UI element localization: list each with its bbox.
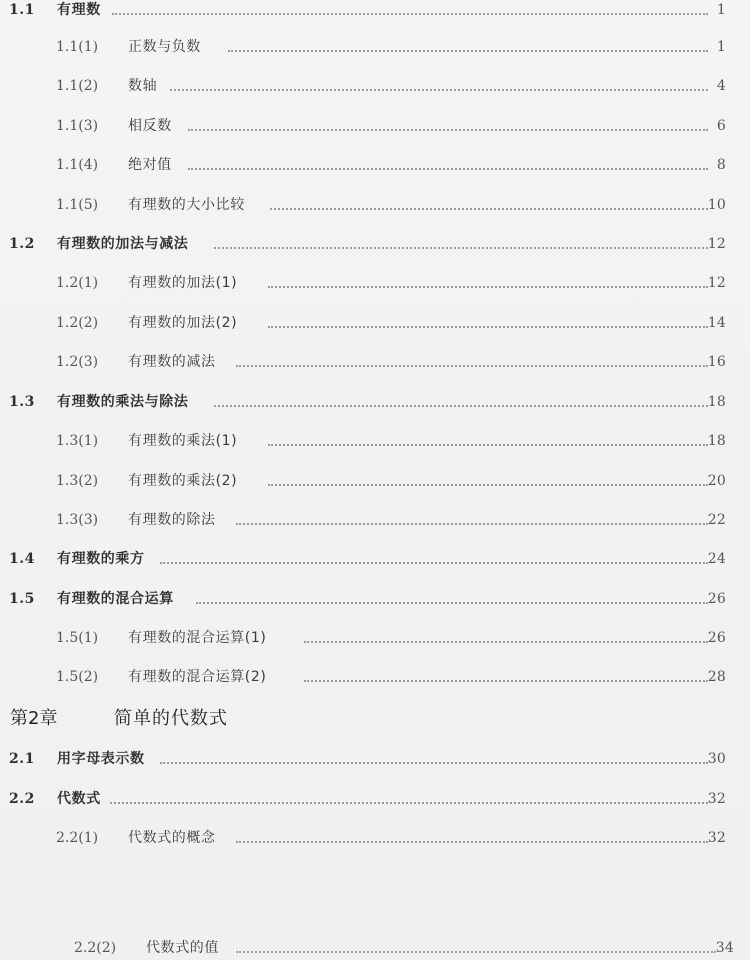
toc-entry-1-1-5 (0, 193, 750, 217)
section-title: 有理数的乘方 (57, 551, 145, 567)
page-number: 34 (715, 940, 734, 956)
page-number: 8 (716, 157, 726, 173)
dot-leader (236, 523, 708, 525)
section-number: 1.5 (9, 591, 35, 607)
toc-entry-2-1 (0, 747, 750, 771)
subsection-number: 1.2(2) (56, 315, 99, 331)
dot-leader (236, 951, 716, 953)
dot-leader (268, 484, 708, 486)
page-number: 12 (707, 275, 726, 291)
subsection-title: 有理数的减法 (128, 354, 216, 370)
dot-leader (110, 802, 708, 804)
toc-entry-1-1-3 (0, 114, 750, 138)
subsection-title: 有理数的除法 (128, 512, 216, 528)
page-number: 1 (716, 2, 726, 18)
subsection-number: 1.3(3) (56, 512, 99, 528)
section-title: 有理数的乘法与除法 (57, 394, 189, 410)
section-title: 用字母表示数 (57, 751, 145, 767)
subsection-number: 1.1(3) (56, 118, 99, 134)
dot-leader (112, 13, 708, 15)
page-number: 6 (716, 118, 726, 134)
page-number: 12 (707, 236, 726, 252)
toc-entry-1-1 (0, 0, 750, 22)
section-title: 有理数的加法与减法 (57, 236, 189, 252)
toc-entry-2-2-2 (0, 936, 750, 960)
subsection-number: 1.2(1) (56, 275, 99, 291)
section-title: 有理数的混合运算 (57, 591, 174, 607)
chapter-label: 第2章 (10, 708, 58, 729)
subsection-title: 相反数 (128, 118, 172, 134)
subsection-number: 1.5(2) (56, 669, 99, 685)
dot-leader (196, 602, 708, 604)
page-number: 20 (707, 473, 726, 489)
toc-entry-1-5-1 (0, 626, 750, 650)
subsection-title: 有理数的乘法(2) (128, 473, 238, 489)
dot-leader (188, 168, 708, 170)
subsection-number: 1.1(2) (56, 78, 99, 94)
dot-leader (236, 365, 708, 367)
dot-leader (214, 405, 708, 407)
subsection-number: 1.3(1) (56, 433, 99, 449)
subsection-number: 1.3(2) (56, 473, 99, 489)
subsection-number: 1.1(5) (56, 197, 99, 213)
section-title: 代数式 (57, 791, 101, 807)
section-number: 2.1 (9, 751, 35, 767)
subsection-title: 绝对值 (128, 157, 172, 173)
dot-leader (236, 841, 708, 843)
section-number: 1.2 (9, 236, 35, 252)
page-number: 22 (707, 512, 726, 528)
toc-entry-1-2-3 (0, 350, 750, 374)
page-number: 28 (707, 669, 726, 685)
chapter-title: 简单的代数式 (114, 708, 228, 729)
toc-entry-1-1-1 (0, 35, 750, 59)
toc-entry-1-3-3 (0, 508, 750, 532)
dot-leader (160, 762, 708, 764)
toc-entry-2-2-1 (0, 826, 750, 850)
dot-leader (304, 641, 708, 643)
toc-entry-1-5 (0, 587, 750, 611)
page-number: 14 (707, 315, 726, 331)
page-number: 26 (707, 630, 726, 646)
section-number: 1.4 (9, 551, 35, 567)
subsection-number: 2.2(1) (56, 830, 99, 846)
section-number: 2.2 (9, 791, 35, 807)
page-number: 10 (707, 197, 726, 213)
toc-entry-1-5-2 (0, 665, 750, 689)
subsection-title: 代数式的值 (146, 940, 219, 956)
subsection-title: 有理数的加法(1) (128, 275, 238, 291)
section-number: 1.1 (9, 2, 35, 18)
dot-leader (188, 129, 708, 131)
dot-leader (214, 247, 708, 249)
page-number: 30 (707, 751, 726, 767)
toc-entry-1-1-4 (0, 153, 750, 177)
subsection-title: 数轴 (128, 78, 158, 94)
subsection-number: 1.2(3) (56, 354, 99, 370)
subsection-title: 有理数的混合运算(2) (128, 669, 267, 685)
section-number: 1.3 (9, 394, 35, 410)
page-number: 16 (707, 354, 726, 370)
page-number: 32 (707, 830, 726, 846)
page-number: 26 (707, 591, 726, 607)
dot-leader (304, 680, 708, 682)
page-number: 32 (707, 791, 726, 807)
subsection-number: 2.2(2) (74, 940, 117, 956)
dot-leader (268, 326, 708, 328)
toc-entry-1-2 (0, 232, 750, 256)
toc-entry-1-1-2 (0, 74, 750, 98)
page-number: 4 (716, 78, 726, 94)
page-number: 24 (707, 551, 726, 567)
dot-leader (270, 208, 708, 210)
toc-entry-1-3-2 (0, 469, 750, 493)
subsection-title: 有理数的加法(2) (128, 315, 238, 331)
subsection-title: 有理数的大小比较 (128, 197, 245, 213)
subsection-title: 有理数的乘法(1) (128, 433, 238, 449)
subsection-title: 正数与负数 (128, 39, 201, 55)
subsection-title: 有理数的混合运算(1) (128, 630, 267, 646)
toc-entry-1-3-1 (0, 429, 750, 453)
toc-entry-1-2-2 (0, 311, 750, 335)
dot-leader (170, 89, 708, 91)
toc-entry-1-2-1 (0, 271, 750, 295)
dot-leader (160, 562, 708, 564)
toc-entry-1-4 (0, 547, 750, 571)
dot-leader (268, 286, 708, 288)
dot-leader (228, 50, 708, 52)
subsection-number: 1.1(4) (56, 157, 99, 173)
subsection-title: 代数式的概念 (128, 830, 216, 846)
section-title: 有理数 (57, 2, 101, 18)
dot-leader (268, 444, 708, 446)
toc-entry-1-3 (0, 390, 750, 414)
page-number: 1 (716, 39, 726, 55)
subsection-number: 1.1(1) (56, 39, 99, 55)
toc-entry-2-2 (0, 787, 750, 811)
page-number: 18 (707, 394, 726, 410)
subsection-number: 1.5(1) (56, 630, 99, 646)
page-number: 18 (707, 433, 726, 449)
